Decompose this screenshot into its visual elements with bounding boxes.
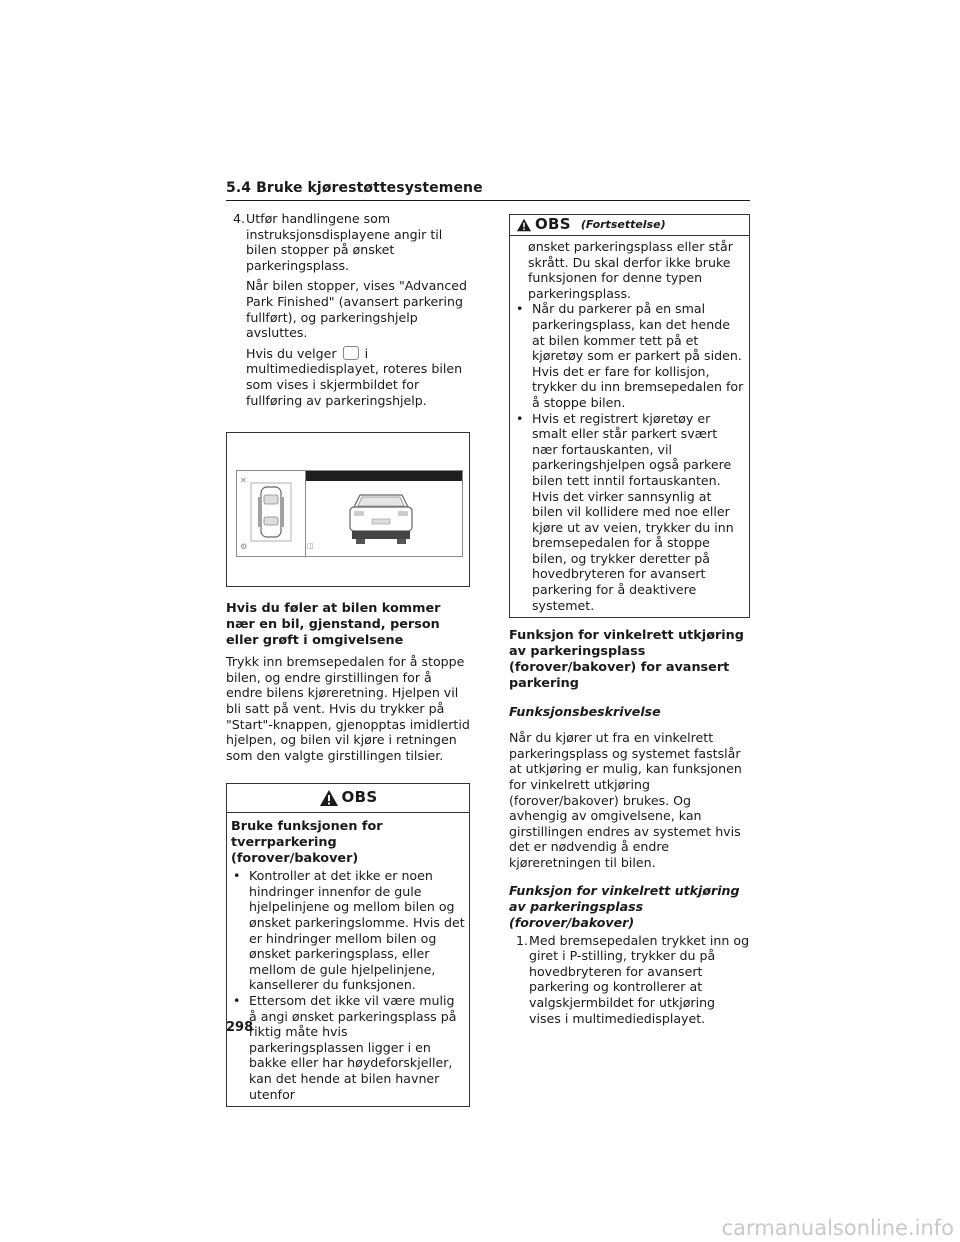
near-object-heading: Hvis du føler at bilen kommer nær en bil, gjenstand, person eller grøft i omgivelsene [226, 601, 441, 649]
bullet-text: Ettersom det ikke vil være mulig å angi ønsket parkeringsplass på riktig måte hvis parkeringsplassen ligger i en bakke eller har høydeforskjeller, kan det hende at bilen havner utenfor [249, 993, 457, 1102]
page-number: 298 [226, 1020, 254, 1035]
watermark: carmanualsonline.info [721, 1216, 954, 1240]
continued-label: (Fortsettelse) [580, 218, 666, 232]
obs-lead-text: ønsket parkeringsplass eller står skrått. Du skal derfor ikke bruke funksjonen for denne typen parkeringsplass. [528, 239, 733, 301]
function-description-subheading: Funksjonsbeskrivelse [509, 704, 661, 720]
step-1 [509, 933, 750, 1027]
exit-procedure-subheading: Funksjon for vinkelrett utkjøring av parkeringsplass (forover/bakover) [509, 882, 740, 930]
list-item [514, 301, 746, 410]
rotate-text-b: i multimediedisplayet, roteres bilen som vises i skjermbildet for fullføring av parkeringshjelp. [246, 345, 463, 408]
rotate-car-icon [343, 346, 359, 360]
bullet-icon: • [233, 868, 241, 884]
bullet-text: Hvis et registrert kjøretøy er smalt eller står parkert svært nær fortauskanten, vil parkeringshjelpen også parkere bilen tett inntil fortauskanten. Hvis det virker sannsynlig at bilen vil kollidere med noe eller kjøre ut av veien, trykker du inn bremsepedalen for å stoppe bilen, og trykker deretter på hovedbryteren for avansert parkering for å deaktivere systemet. [532, 410, 734, 613]
top-view-panel [237, 471, 306, 556]
bullet-icon: • [233, 993, 241, 1009]
step-4-finished-text: Når bilen stopper, vises "Advanced Park Finished" (avansert parkering fullført), og parkeringshjelp avsluttes. [246, 278, 467, 341]
left-column [226, 211, 470, 1107]
camera-view-panel [306, 471, 462, 556]
obs-label: OBS [535, 215, 571, 234]
close-icon: ✕ [240, 476, 247, 486]
function-description-text: Når du kjører ut fra en vinkelrett parkeringsplass og systemet fastslår at utkjøring er mulig, kan funksjonen for vinkelrett utkjøring (forover/bakover) brukes. Og avhengig av omgivelsene, kan girstillingen endres av systemet hvis det er nødvendig å endre kjøreretningen til bilen. [509, 730, 742, 870]
bullet-icon: • [516, 410, 524, 426]
obs-continued-body [510, 236, 749, 617]
settings-icon: ⚙ [240, 541, 248, 551]
warning-triangle-icon [319, 789, 339, 807]
obs-continued-header [510, 215, 749, 236]
list-item [231, 868, 466, 993]
near-object-text: Trykk inn bremsepedalen for å stoppe bilen, og endre girstillingen for å endre bilens kjøreretning. Hjelpen vil bli satt på vent. Hvis du trykker på "Start"-knappen, gjenopptas imidlertid hjelpen, og bilen vil kjøre i retningen som den valgte girstillingen tilsier. [226, 654, 470, 763]
obs-label: OBS [341, 788, 378, 807]
bullet-text: Kontroller at det ikke er noen hindringer innenfor de gule hjelpelinjene og mellom bilen og ønsket parkeringslomme. Hvis det er hindringer mellom bilen og ønsket parkeringsplass, eller mellom de gule hjelpelinjene, kansellerer du funksjonen. [249, 868, 465, 993]
step-4-rotate-text [226, 346, 470, 408]
obs-warning-box [226, 783, 470, 1107]
step-text: Utfør handlingene som instruksjonsdisplayene angir til bilen stopper på ønsket parkeringsplass. [246, 211, 443, 273]
list-item [231, 993, 466, 1102]
rear-car-icon [306, 471, 462, 556]
parking-finished-figure [226, 432, 470, 587]
step-4 [226, 211, 470, 273]
bullet-icon: • [516, 301, 524, 317]
obs-title: Bruke funksjonen for tverrparkering (forover/bakover) [231, 819, 383, 867]
list-item [514, 411, 746, 614]
step-number: 1. [515, 932, 528, 948]
warning-triangle-icon [516, 218, 532, 232]
bullet-text: Når du parkerer på en smal parkeringsplass, kan det hende at bilen kommer tett på et kjøretøy som er parkert på siden. Hvis det er fare for kollisjon, trykker du inn bremsepedalen for å stoppe bilen. [532, 301, 744, 410]
top-view-car-icon [237, 471, 305, 556]
right-column [509, 214, 750, 1026]
obs-header [227, 784, 469, 813]
rotate-text-a: Hvis du velger [246, 345, 337, 361]
obs-body [227, 813, 469, 1106]
obs-continued-box [509, 214, 750, 618]
section-header: 5.4 Bruke kjørestøttesystemene [226, 180, 750, 201]
step-number: 4. [232, 211, 245, 226]
multimedia-screen [236, 470, 463, 557]
camera-icon: ◫ [307, 541, 314, 550]
exit-function-heading: Funksjon for vinkelrett utkjøring av parkeringsplass (forover/bakover) for avansert parkering [509, 628, 744, 692]
step-text: Med bremsepedalen trykket inn og giret i P-stilling, trykker du på hovedbryteren for avansert parkering og kontrollerer at valgskjermbildet for utkjøring vises i multimediedisplayet. [529, 932, 750, 1026]
